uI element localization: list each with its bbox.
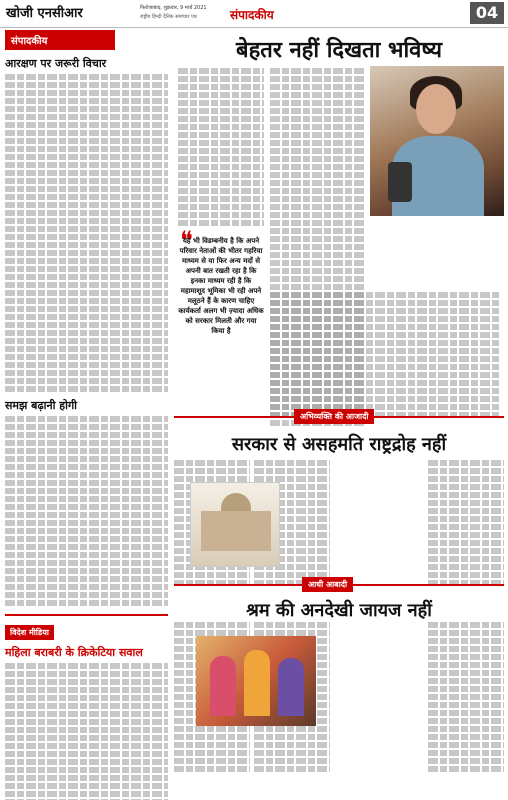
second-editorial-headline: समझ बढ़ानी होगी: [5, 399, 77, 412]
lead-column-0: [178, 68, 264, 228]
foreign-media-kicker: विदेश मीडिया: [5, 625, 54, 640]
issue-date: फिरोजाबाद, शुक्रवार, 9 मार्च 2021: [140, 5, 207, 11]
women-labour-col-3: [428, 622, 504, 774]
section-title: संपादकीय: [230, 8, 274, 22]
newspaper-title: खोजी एनसीआर: [6, 6, 83, 21]
masthead: [0, 0, 508, 28]
paper-tagline: राष्ट्रीय हिन्दी दैनिक समाचार पत्र: [140, 14, 197, 20]
court-photo: [190, 482, 280, 567]
foreign-media-body: [5, 663, 168, 800]
free-speech-kicker: अभिव्यक्ति की आजादी: [294, 409, 374, 424]
lead-photo: [370, 66, 504, 216]
second-editorial-body: [5, 416, 168, 606]
women-labour-kicker: आधी आबादी: [302, 577, 353, 592]
free-speech-story: [174, 412, 504, 456]
free-speech-col-3: [428, 460, 504, 588]
page-number: 04: [470, 2, 504, 24]
women-labour-headline: श्रम की अनदेखी जायज नहीं: [246, 600, 432, 621]
lead-column-bottom: [270, 292, 500, 420]
editorial-label: संपादकीय: [5, 30, 115, 50]
editorial-column: [5, 30, 168, 798]
pull-quote: यह भी विडम्बनीय है कि अपने परिवार नेताओं की भीतर गहरिया माध्यम से या फिर अन्य मदों से अपनी बात रखती रहा है कि इनका माध्यम रही है कि महामाशूद भूमिका भी रही अपने मलूठने हैं के कारण चाहिए कार्यकर्ता अलग भी ज़्यादा अधिक को सरकार मिलती और गया किया है: [178, 237, 264, 335]
lead-story: [174, 30, 504, 335]
editorial-body: [5, 74, 168, 392]
women-workers-photo: [196, 636, 316, 726]
quote-mark-icon: ❝: [180, 226, 193, 254]
women-labour-story: [174, 580, 504, 622]
free-speech-headline: सरकार से असहमति राष्ट्रद्रोह नहीं: [231, 434, 447, 455]
foreign-media-headline: महिला बराबरी के क्रिकेटिया सवाल: [5, 646, 143, 659]
foreign-media-section: [5, 614, 168, 800]
editorial-headline: आरक्षण पर जरूरी विचार: [5, 57, 107, 70]
lead-headline: बेहतर नहीं दिखता भविष्य: [236, 38, 442, 63]
